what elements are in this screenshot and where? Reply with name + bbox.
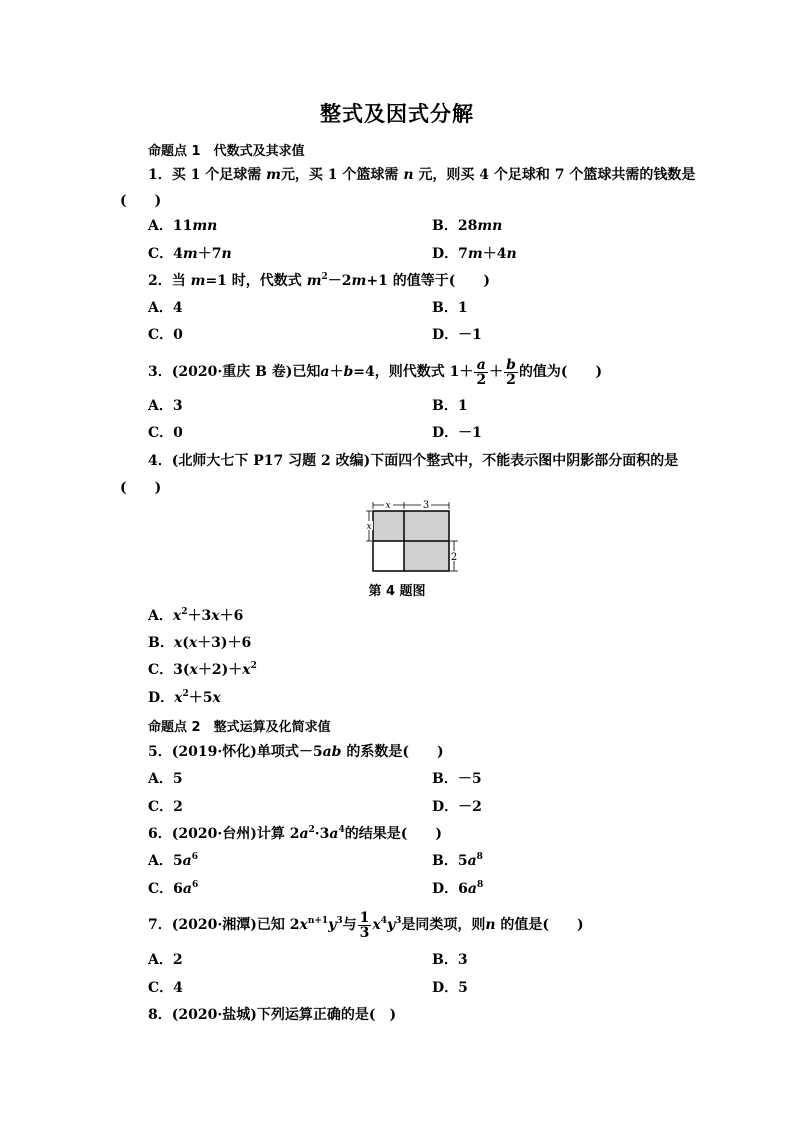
- label-2: 2: [450, 552, 458, 563]
- question-4-answer-blank: ( ): [120, 480, 162, 496]
- question-7-option-c: C．4: [148, 980, 183, 996]
- question-7-option-d: D．5: [432, 980, 468, 996]
- question-5-option-a: A．5: [148, 771, 183, 787]
- label-3: 3: [422, 500, 430, 511]
- question-3-option-a: A．3: [148, 398, 183, 414]
- question-4-option-a: A．$x^2+3x+6$: [148, 607, 244, 624]
- question-7-option-b: B．3: [432, 952, 468, 968]
- question-6: 6．(2020·台州)计算 $2a^2\cdot 3a^4$的结果是( ): [148, 825, 443, 842]
- question-5-option-d: D．－2: [432, 799, 482, 815]
- shaded-region-bottom-right: [404, 541, 449, 571]
- question-6-option-d: D．$6a^8$: [432, 880, 484, 897]
- question-1-option-d: D．7m＋4n: [432, 246, 517, 262]
- question-3-option-c: C．0: [148, 425, 183, 441]
- question-5: 5．(2019·怀化)单项式－5ab 的系数是( ): [148, 744, 444, 760]
- question-6-option-b: B．$5a^8$: [432, 852, 483, 869]
- question-7-option-a: A．2: [148, 952, 183, 968]
- question-5-option-c: C．2: [148, 799, 183, 815]
- question-4-option-c: C．$3(x+2)+x^2$: [148, 661, 257, 678]
- question-7: 7．(2020·湘潭)已知 $2x^{n+1}y^3$与 $\frac{1}{3}$ $x^4y^3$是同类项，则n 的值是( ): [148, 909, 584, 941]
- question-1: 1．买 1 个足球需 m元，买 1 个篮球需 n 元，则买 4 个足球和 7 个篮球共需的钱数是: [148, 167, 696, 183]
- label-x-top: x: [385, 501, 391, 511]
- question-2-option-a: A．4: [148, 300, 183, 316]
- question-4-figure: [360, 500, 460, 576]
- shaded-region-top-left: [373, 511, 404, 541]
- section-heading-1: 命题点 1 代数式及其求值: [148, 144, 305, 159]
- question-3-option-b: B．1: [432, 398, 468, 414]
- question-6-option-a: A．$5a^6$: [148, 852, 198, 869]
- question-1-option-b: B．28mn: [432, 218, 503, 234]
- question-3-option-d: D．－1: [432, 425, 482, 441]
- question-1-option-c: C．4m＋7n: [148, 246, 232, 262]
- label-x-side: x: [366, 522, 372, 532]
- question-6-option-c: C．$6a^6$: [148, 880, 199, 897]
- question-1-answer-blank: ( ): [120, 193, 162, 209]
- figure-caption: 第 4 题图: [368, 584, 426, 599]
- question-4-option-d: D．$x^2+5x$: [148, 689, 221, 706]
- page-title: 整式及因式分解: [320, 102, 474, 126]
- question-5-option-b: B．－5: [432, 771, 482, 787]
- question-2-option-c: C．0: [148, 327, 183, 343]
- question-2: 2．当 m=1 时，代数式 $m^2-2m+1$ 的值等于( ): [148, 272, 490, 289]
- question-8: 8．(2020·盐城)下列运算正确的是( ): [148, 1007, 397, 1023]
- question-2-option-d: D．－1: [432, 327, 482, 343]
- question-2-option-b: B．1: [432, 300, 468, 316]
- fraction-one-third: $\frac{1}{3}$: [359, 909, 370, 941]
- fraction-b-over-2: $\frac{b}{2}$: [506, 356, 516, 388]
- question-4-option-b: B．x(x＋3)＋6: [148, 635, 252, 651]
- question-1-option-a: A．11mn: [148, 218, 218, 234]
- question-3: 3．(2020·重庆 B 卷)已知a＋b=4，则代数式 1＋ $\frac{a}{2}$ ＋ $\frac{b}{2}$ 的值为( ): [148, 356, 603, 388]
- shaded-region-top-right: [404, 511, 449, 541]
- fraction-a-over-2: $\frac{a}{2}$: [476, 356, 487, 388]
- question-4: 4．(北师大七下 P17 习题 2 改编)下面四个整式中，不能表示图中阴影部分面积的是: [148, 453, 679, 469]
- section-heading-2: 命题点 2 整式运算及化简求值: [148, 720, 331, 735]
